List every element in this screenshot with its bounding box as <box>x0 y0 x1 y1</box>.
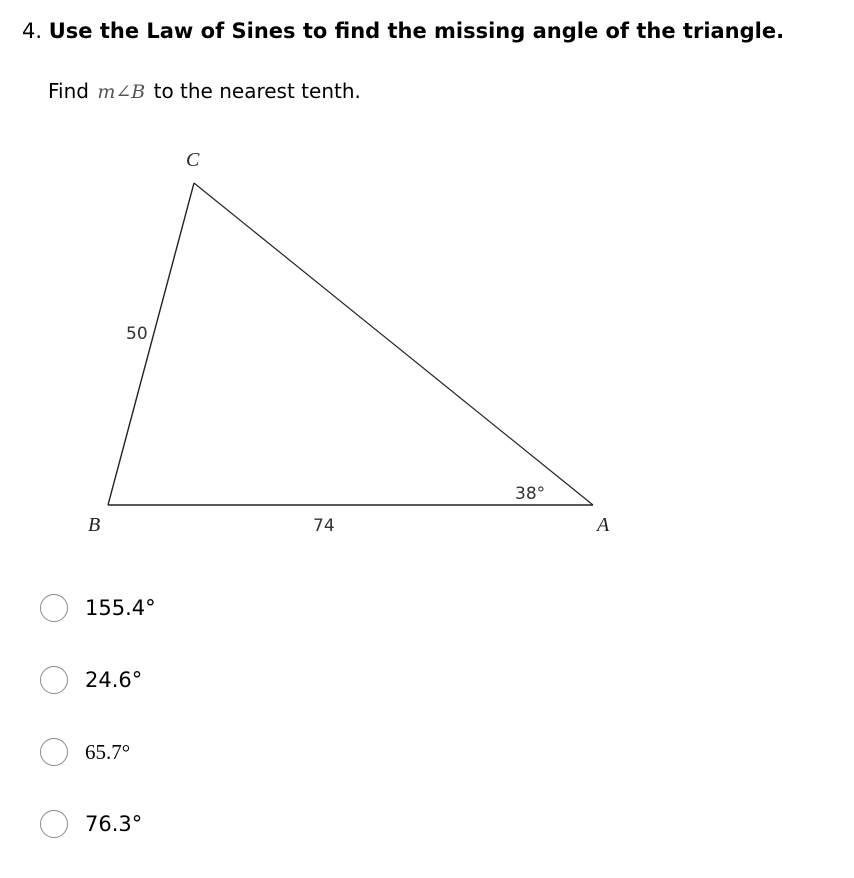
choice-1[interactable] <box>40 590 156 626</box>
choice-4-label: 76.3° <box>85 812 143 836</box>
side-label-ba: 74 <box>313 516 335 536</box>
vertex-label-c: C <box>186 149 200 171</box>
question-number: 4. <box>22 19 43 43</box>
choice-3[interactable] <box>40 734 156 770</box>
prompt-after: to the nearest tenth. <box>147 79 361 103</box>
angle-label-a: 38° <box>515 484 546 504</box>
radio-button[interactable] <box>40 594 68 622</box>
choice-3-label: 65.7° <box>85 739 131 764</box>
question-text: Use the Law of Sines to find the missing angle of the triangle. <box>48 19 785 43</box>
side-label-bc: 50 <box>126 324 148 344</box>
prompt-math-angle: m∠B <box>97 81 146 103</box>
choice-4[interactable] <box>40 806 156 842</box>
vertex-label-b: B <box>88 514 101 536</box>
answer-choices <box>40 590 156 878</box>
side-bc-line <box>108 183 194 505</box>
prompt-before: Find <box>48 79 96 103</box>
choice-2[interactable] <box>40 662 156 698</box>
radio-button[interactable] <box>40 738 68 766</box>
radio-button[interactable] <box>40 666 68 694</box>
radio-button[interactable] <box>40 810 68 838</box>
choice-2-label: 24.6° <box>85 668 143 692</box>
vertex-label-a: A <box>597 514 610 536</box>
choice-1-label: 155.4° <box>85 596 156 620</box>
side-ca-line <box>194 183 593 505</box>
